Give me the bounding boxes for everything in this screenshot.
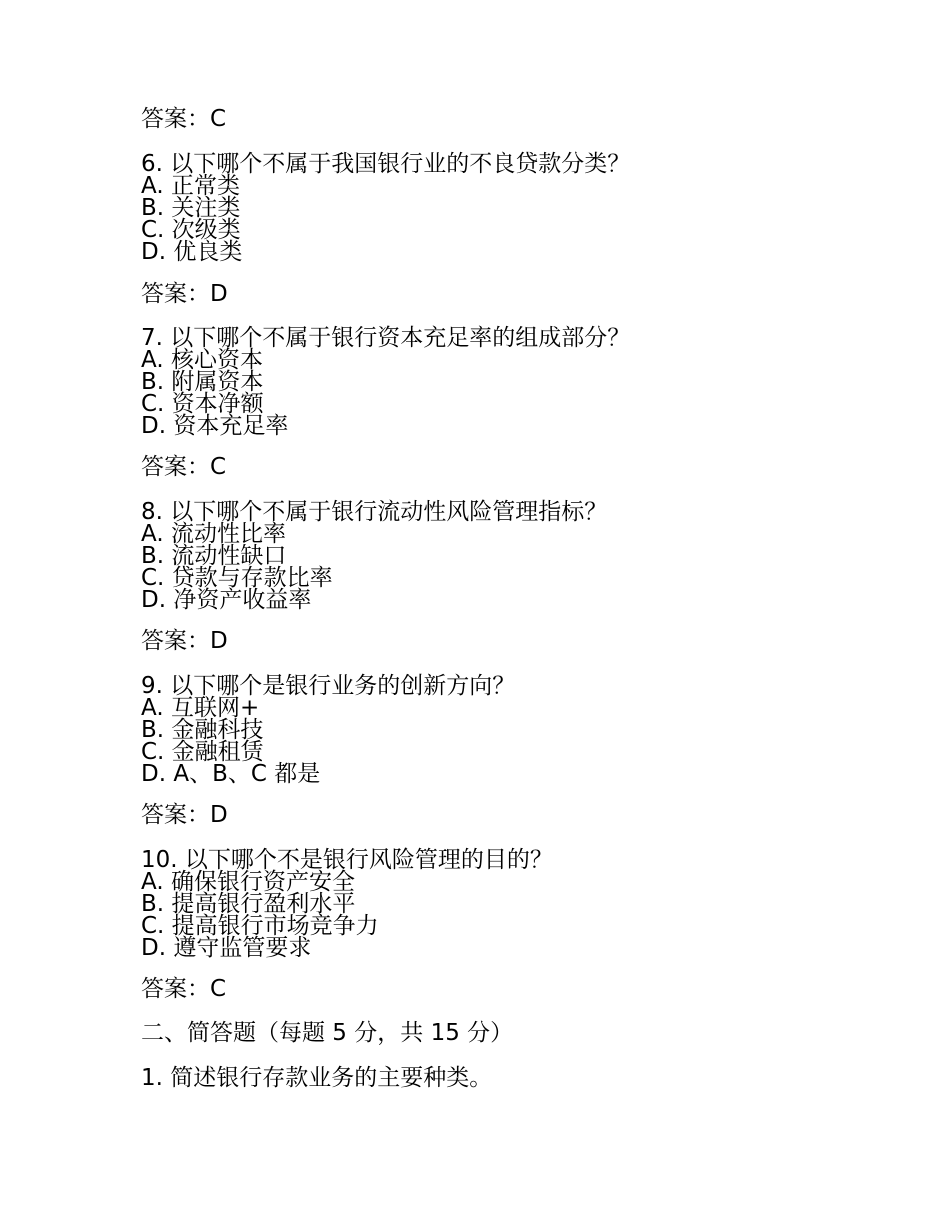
question-7: 7. 以下哪个不属于银行资本充足率的组成部分？ bbox=[141, 325, 631, 351]
question-8: 8. 以下哪个不属于银行流动性风险管理指标？ bbox=[141, 499, 608, 525]
question-7-option-d: D. 资本充足率 bbox=[141, 413, 289, 439]
question-10-option-d: D. 遵守监管要求 bbox=[141, 935, 312, 961]
answer-6: 答案：D bbox=[141, 281, 228, 307]
question-6: 6. 以下哪个不属于我国银行业的不良贷款分类？ bbox=[141, 151, 631, 177]
question-6-option-c: C. 次级类 bbox=[141, 217, 241, 243]
document-page bbox=[141, 0, 901, 1230]
answer-9: 答案：D bbox=[141, 802, 228, 828]
question-6-option-a: A. 正常类 bbox=[141, 173, 240, 199]
question-9-option-b: B. 金融科技 bbox=[141, 717, 264, 743]
question-7-option-c: C. 资本净额 bbox=[141, 391, 264, 417]
answer-8: 答案：D bbox=[141, 628, 228, 654]
question-10-option-c: C. 提高银行市场竞争力 bbox=[141, 913, 379, 939]
question-9-option-a: A. 互联网+ bbox=[141, 695, 260, 721]
question-10: 10. 以下哪个不是银行风险管理的目的？ bbox=[141, 847, 553, 873]
question-8-option-a: A. 流动性比率 bbox=[141, 521, 286, 547]
section-2-title: 二、简答题（每题 5 分，共 15 分） bbox=[141, 1020, 514, 1046]
question-7-option-a: A. 核心资本 bbox=[141, 347, 263, 373]
question-8-option-d: D. 净资产收益率 bbox=[141, 587, 312, 613]
question-7-option-b: B. 附属资本 bbox=[141, 369, 264, 395]
question-9: 9. 以下哪个是银行业务的创新方向？ bbox=[141, 673, 516, 699]
short-answer-question-1: 1. 简述银行存款业务的主要种类。 bbox=[141, 1065, 493, 1091]
answer-5: 答案：C bbox=[141, 106, 227, 132]
question-6-option-d: D. 优良类 bbox=[141, 239, 243, 265]
question-8-option-c: C. 贷款与存款比率 bbox=[141, 565, 333, 591]
question-8-option-b: B. 流动性缺口 bbox=[141, 543, 287, 569]
question-10-option-a: A. 确保银行资产安全 bbox=[141, 869, 355, 895]
answer-7: 答案：C bbox=[141, 454, 227, 480]
question-9-option-c: C. 金融租赁 bbox=[141, 739, 264, 765]
question-6-option-b: B. 关注类 bbox=[141, 195, 241, 221]
answer-10: 答案：C bbox=[141, 976, 227, 1002]
question-9-option-d: D. A、B、C 都是 bbox=[141, 761, 321, 787]
question-10-option-b: B. 提高银行盈利水平 bbox=[141, 891, 356, 917]
